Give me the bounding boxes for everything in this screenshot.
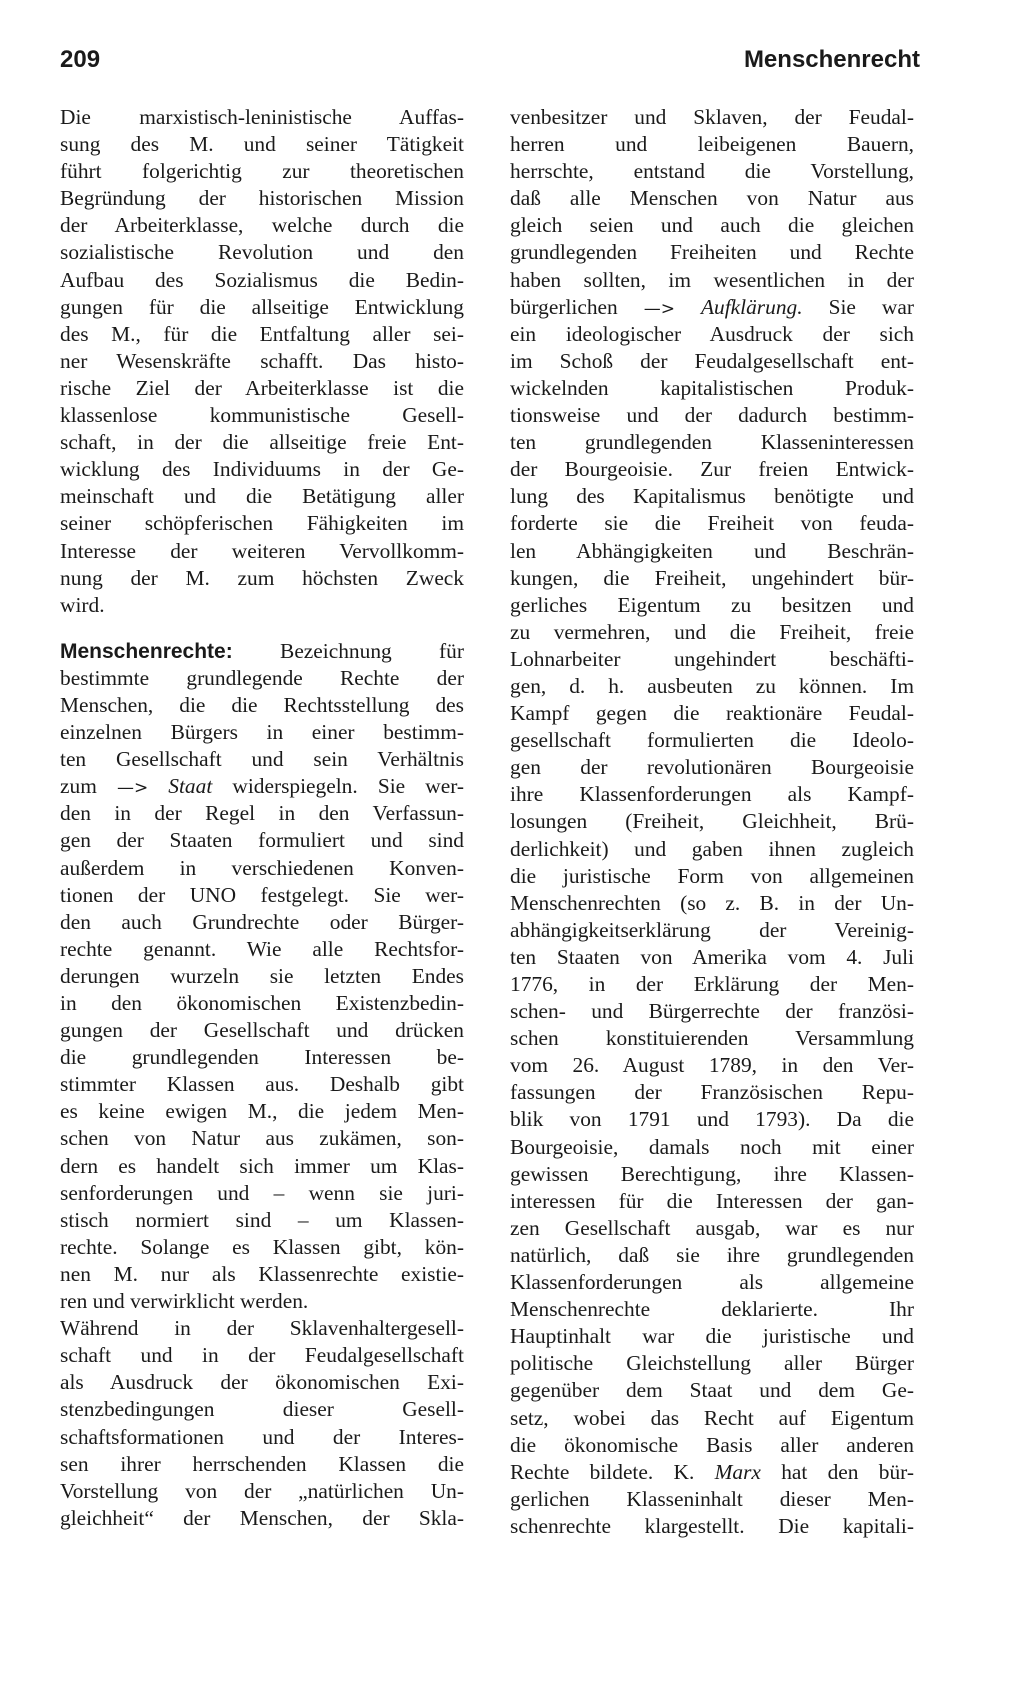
text-line: zen Gesellschaft ausgab, war es nur: [510, 1215, 914, 1240]
text-line: fassungen der Französischen Repu-: [510, 1080, 914, 1105]
text-line: im Schoß der Feudalgesellschaft ent-: [510, 348, 914, 373]
text-line: es keine ewigen M., die jedem Men-: [60, 1099, 464, 1124]
text-line: sung des M. und seiner Tätigkeit: [60, 132, 464, 157]
text-line: gen der revolutionären Bourgeoisie: [510, 755, 914, 780]
text-line: des M., für die Entfaltung aller sei-: [60, 321, 464, 346]
text-line: senforderungen und – wenn sie juri-: [60, 1180, 464, 1205]
text-line: vom 26. August 1789, in den Ver-: [510, 1053, 914, 1078]
text-line: Interesse der weiteren Vervollkomm-: [60, 538, 464, 563]
text-line: Vorstellung von der „natürlichen Un-: [60, 1478, 464, 1503]
text-line: Während in der Sklavenhaltergesell-: [60, 1316, 464, 1341]
text-fragment: Sie war: [828, 294, 914, 319]
text-line: gen der Staaten formuliert und sind: [60, 828, 464, 853]
text-line: der Bourgeoisie. Zur freien Entwick-: [510, 457, 914, 482]
text-line: schenrechte klargestellt. Die kapitali-: [510, 1513, 914, 1538]
text-line: gesellschaft formulierten die Ideolo-: [510, 728, 914, 753]
text-line: Kampf gegen die reaktionäre Feudal-: [510, 701, 914, 726]
text-line: in den ökonomischen Existenzbedin-: [60, 991, 464, 1015]
text-line: schen- und Bürgerrechte der französi-: [510, 999, 914, 1024]
text-line: seiner schöpferischen Fähigkeiten im: [60, 511, 464, 536]
cross-reference-arrow-icon: —>: [116, 778, 149, 799]
text-line: haben sollten, im wesentlichen in der: [510, 267, 914, 292]
text-line: klassenlose kommunistische Gesell-: [60, 403, 464, 428]
text-line: schen konstituierenden Versammlung: [510, 1026, 914, 1051]
text-line: als Ausdruck der ökonomischen Exi-: [60, 1370, 464, 1395]
paragraph-intro: [60, 104, 464, 619]
text-line: meinschaft und die Betätigung aller: [60, 484, 464, 509]
text-line: Menschenrechte deklarierte. Ihr: [510, 1297, 914, 1322]
text-fragment: widerspiegeln. Sie wer-: [232, 774, 464, 799]
text-line: stimmter Klassen aus. Deshalb gibt: [60, 1072, 464, 1097]
text-line: Menschen, die die Rechtsstellung des: [60, 692, 464, 717]
cross-reference-aufklaerung[interactable]: Aufklärung.: [700, 294, 803, 319]
text-line: sen ihrer herrschenden Klassen die: [60, 1451, 464, 1476]
text-line: gerliches Eigentum zu besitzen und: [510, 592, 914, 617]
text-line: die ökonomische Basis aller anderen: [510, 1432, 914, 1457]
text-line: die grundlegenden Interessen be-: [60, 1045, 464, 1070]
text-line: kungen, die Freiheit, ungehindert bür-: [510, 565, 914, 590]
page-number: 209: [60, 46, 101, 73]
text-line: tionen der UNO festgelegt. Sie wer-: [60, 882, 464, 907]
text-line: herrschte, entstand die Vorstellung,: [510, 159, 914, 184]
person-name-marx: Marx: [714, 1459, 761, 1484]
running-head: Menschenrecht: [743, 46, 920, 73]
text-line: daß alle Menschen von Natur aus: [510, 186, 914, 211]
text-line: der Arbeiterklasse, welche durch die: [60, 213, 464, 238]
text-line: Hauptinhalt war die juristische und: [510, 1324, 914, 1349]
text-line: forderte sie die Freiheit von feuda-: [510, 511, 914, 536]
text-line: rechte. Solange es Klassen gibt, kön-: [60, 1234, 464, 1259]
entry-first-line: [60, 638, 464, 665]
text-line: stenzbedingungen dieser Gesell-: [60, 1397, 464, 1422]
text-line: wicklung des Individuums in der Ge-: [60, 457, 464, 482]
entry-definition-start: Bezeichnung für: [280, 638, 464, 663]
text-line: dern es handelt sich immer um Klas-: [60, 1153, 464, 1178]
text-line: gungen der Gesellschaft und drücken: [60, 1018, 464, 1043]
text-fragment: zum: [60, 774, 97, 799]
text-line: politische Gleichstellung aller Bürger: [510, 1351, 914, 1376]
text-line: die juristische Form von allgemeinen: [510, 863, 914, 888]
text-line: Begründung der historischen Mission: [60, 186, 464, 211]
text-line: herren und leibeigenen Bauern,: [510, 132, 914, 157]
text-line: Menschenrechten (so z. B. in der Un-: [510, 890, 914, 915]
text-line: ten Staaten von Amerika vom 4. Juli: [510, 944, 914, 969]
text-line-with-reference: [510, 1459, 914, 1486]
text-line: natürlich, daß sie ihre grundlegenden: [510, 1242, 914, 1267]
text-line-with-reference: [60, 773, 464, 800]
entry-gap: [60, 619, 464, 638]
text-line: rechte genannt. Wie alle Rechtsfor-: [60, 936, 464, 961]
text-line: 1776, in der Erklärung der Men-: [510, 972, 914, 996]
text-line: venbesitzer und Sklaven, der Feudal-: [510, 105, 914, 129]
text-line: nen M. nur als Klassenrechte existie-: [60, 1261, 464, 1286]
text-line: einzelnen Bürgers in einer bestimm-: [60, 720, 464, 745]
text-line: abhängigkeitserklärung der Vereinig-: [510, 917, 914, 942]
text-line: ner Wesenskräfte schafft. Das histo-: [60, 348, 464, 373]
cross-reference-staat[interactable]: Staat: [168, 774, 213, 799]
text-line: gleich seien und auch die gleichen: [510, 213, 914, 238]
text-line: sozialistische Revolution und den: [60, 240, 464, 265]
text-line: ten Gesellschaft und sein Verhältnis: [60, 747, 464, 772]
text-line-with-reference: [510, 294, 914, 321]
text-line: blik von 1791 und 1793). Da die: [510, 1107, 914, 1132]
text-line: wickelnden kapitalistischen Produk-: [510, 375, 914, 400]
text-line: den in der Regel in den Verfassun-: [60, 801, 464, 826]
text-line: schaftsformationen und der Interes-: [60, 1424, 464, 1449]
text-line: rische Ziel der Arbeiterklasse ist die: [60, 375, 464, 400]
text-line: derungen wurzeln sie letzten Endes: [60, 963, 464, 988]
left-column: [60, 104, 464, 1532]
text-line: gungen für die allseitige Entwicklung: [60, 294, 464, 319]
text-line: ten grundlegenden Klasseninteressen: [510, 430, 914, 455]
text-line: ein ideologischer Ausdruck der sich: [510, 321, 914, 346]
page-header: [60, 46, 920, 86]
text-line: setz, wobei das Recht auf Eigentum: [510, 1405, 914, 1430]
text-line: gen, d. h. ausbeuten zu können. Im: [510, 673, 914, 698]
text-line: losungen (Freiheit, Gleichheit, Brü-: [510, 809, 914, 834]
text-line: nung der M. zum höchsten Zweck: [60, 565, 464, 590]
text-line: gerlichen Klasseninhalt dieser Men-: [510, 1486, 914, 1511]
text-line: den auch Grundrechte oder Bürger-: [60, 909, 464, 934]
text-line: Lohnarbeiter ungehindert beschäfti-: [510, 646, 914, 671]
text-line: ren und verwirklicht werden.: [60, 1289, 309, 1314]
text-line: grundlegenden Freiheiten und Rechte: [510, 240, 914, 265]
text-line: ihre Klassenforderungen als Kampf-: [510, 782, 914, 807]
text-line: Aufbau des Sozialismus die Bedin-: [60, 267, 464, 292]
text-line: lung des Kapitalismus benötigte und: [510, 484, 914, 509]
text-line: Bourgeoisie, damals noch mit einer: [510, 1134, 914, 1159]
text-fragment: hat den bür-: [781, 1459, 914, 1484]
right-column: [510, 104, 914, 1540]
text-line: derlichkeit) und gaben ihnen zugleich: [510, 836, 914, 861]
text-line: interessen für die Interessen der gan-: [510, 1188, 914, 1213]
text-line: len Abhängigkeiten und Beschrän-: [510, 538, 914, 563]
text-line: wird.: [60, 592, 105, 617]
text-line: stisch normiert sind – um Klassen-: [60, 1207, 464, 1232]
entry-menschenrechte: [60, 638, 464, 1532]
text-line: zu vermehren, und die Freiheit, freie: [510, 619, 914, 644]
cross-reference-arrow-icon: —>: [643, 298, 675, 319]
text-fragment: bürgerlichen: [510, 294, 618, 319]
text-line: führt folgerichtig zur theoretischen: [60, 159, 464, 184]
text-fragment: Rechte bildete. K.: [510, 1459, 695, 1484]
text-line: tionsweise und der dadurch bestimm-: [510, 403, 914, 428]
text-line: Die marxistisch-leninistische Auffas-: [60, 105, 464, 129]
text-line: schaft und in der Feudalgesellschaft: [60, 1343, 464, 1368]
entry-headword: Menschenrechte:: [60, 639, 233, 663]
text-line: außerdem in verschiedenen Konven-: [60, 855, 464, 880]
text-line: gewissen Berechtigung, ihre Klassen-: [510, 1161, 914, 1186]
text-line: schaft, in der die allseitige freie Ent-: [60, 430, 464, 455]
text-line: gleichheit“ der Menschen, der Skla-: [60, 1505, 464, 1530]
text-line: Klassenforderungen als allgemeine: [510, 1270, 914, 1295]
text-line: gegenüber dem Staat und dem Ge-: [510, 1378, 914, 1403]
text-line: schen von Natur aus zukämen, son-: [60, 1126, 464, 1151]
text-line: bestimmte grundlegende Rechte der: [60, 665, 464, 690]
